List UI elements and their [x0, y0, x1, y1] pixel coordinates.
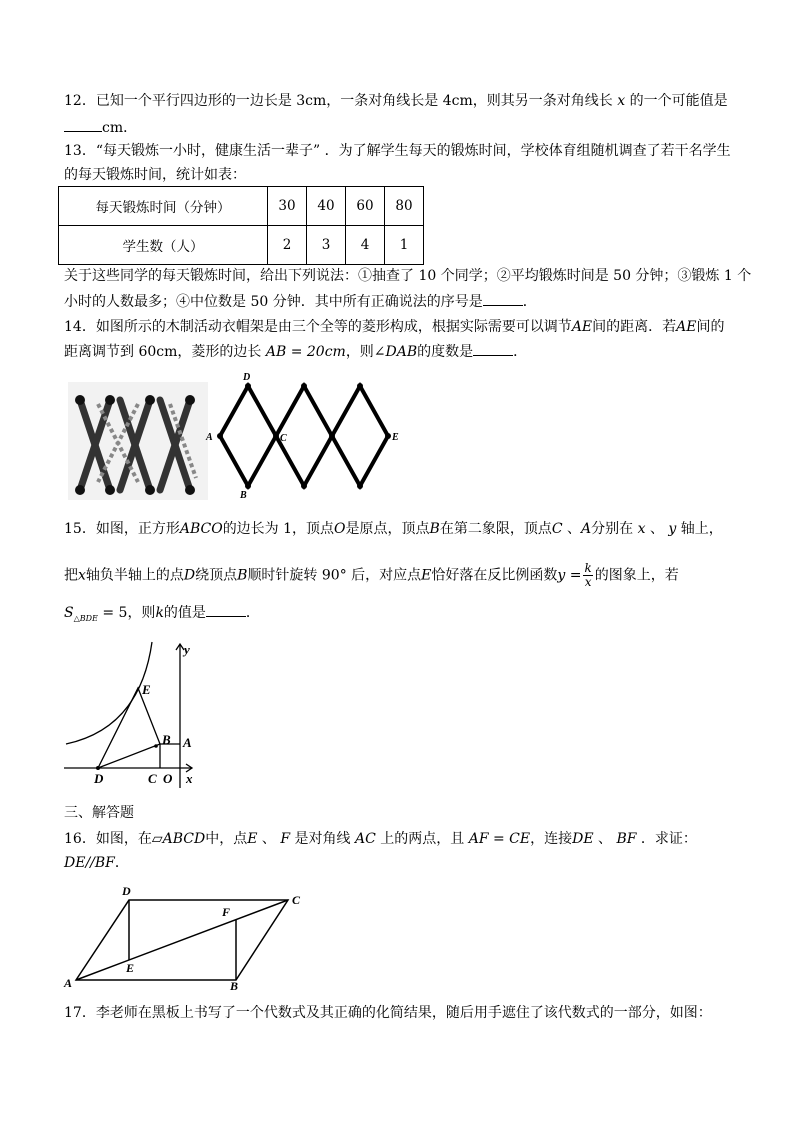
table-cell: 80 [385, 187, 424, 226]
label-D: D [94, 771, 104, 786]
q14-answer-blank[interactable] [473, 355, 513, 356]
q14-line1: 14．如图所示的木制活动衣帽架是由三个全等的菱形构成，根据实际需要可以调节AE间的距离．若AE间的 [64, 319, 725, 335]
q12-line1: 12．已知一个平行四边形的一边长是 3cm，一条对角线长是 4cm，则其另一条对角线长 x 的一个可能值是 [64, 93, 728, 109]
table-cell: 30 [268, 187, 307, 226]
label-A: A [183, 735, 192, 750]
label-y: y [184, 642, 190, 657]
q13-line2: 的每天锻炼时间，统计如表： [64, 167, 246, 183]
label-O: O [163, 771, 173, 786]
k-over-x-fraction: $\frac{k}{x}$ [584, 561, 592, 589]
label-E: E [392, 432, 399, 443]
table-cell: 2 [268, 226, 307, 265]
q12-line2: cm． [64, 119, 744, 137]
q15-line3: $S_{\triangle BDE} = 5$，则k的值是 ． [64, 605, 260, 623]
exercise-time-table [58, 186, 424, 265]
table-cell: 40 [307, 187, 346, 226]
label-D: D [243, 372, 251, 383]
label-A: A [206, 432, 213, 443]
label-C: C [280, 433, 287, 444]
q15-line1: 15．如图，正方形ABCO的边长为 1，顶点O是原点，顶点B在第二象限，顶点C 、A分别在 x 、 y 轴上， [64, 521, 723, 537]
table-cell: 1 [385, 226, 424, 265]
q17-line1: 17．李老师在黑板上书写了一个代数式及其正确的化简结果，随后用手遮住了该代数式的一部分，如图： [64, 1005, 712, 1021]
label-A: A [64, 976, 73, 990]
label-B: B [240, 490, 247, 500]
q12-answer-blank[interactable] [64, 131, 102, 132]
parallelogram-diagram [62, 884, 312, 990]
q15-answer-blank[interactable] [206, 616, 246, 617]
label-D: D [122, 884, 131, 898]
rhombus-diagram [200, 370, 405, 500]
label-C: C [148, 771, 157, 786]
coat-rack-photo [68, 382, 208, 500]
table-row [59, 226, 424, 265]
table-row [59, 187, 424, 226]
label-B: B [230, 979, 239, 990]
table-cell: 4 [346, 226, 385, 265]
q16-line1: 16．如图，在▱ABCD中，点E 、 F 是对角线 AC 上的两点，且 AF = CE，连接DE 、 BF ．求证： [64, 831, 697, 847]
q13-line4: 小时的人数最多；④中位数是 50 分钟．其中所有正确说法的序号是 ． [64, 294, 537, 310]
label-E: E [126, 961, 135, 975]
section-heading: 三、解答题 [64, 805, 134, 821]
q13-line1: 13．“每天锻炼一小时，健康生活一辈子” ．为了解学生每天的锻炼时间，学校体育组随机调查了若干名学生 [64, 143, 731, 159]
q16-line2: DE//BF． [64, 855, 129, 871]
label-B: B [162, 732, 171, 747]
q13-answer-blank[interactable] [483, 305, 523, 306]
inverse-function-diagram [62, 640, 212, 790]
table-cell: 3 [307, 226, 346, 265]
label-x: x [186, 771, 193, 786]
q15-line2: 把x轴负半轴上的点D绕顶点B顺时针旋转 90° 后，对应点E恰好落在反比例函数y = $\frac{k}{x}$ 的图象上，若 [64, 561, 679, 589]
label-F: F [222, 905, 231, 919]
table-header-students: 学生数（人） [59, 226, 268, 265]
q13-line3: 关于这些同学的每天锻炼时间，给出下列说法：①抽查了 10 个同学；②平均锻炼时间是 50 分钟；③锻炼 1 个 [64, 268, 752, 284]
table-cell: 60 [346, 187, 385, 226]
table-header-time: 每天锻炼时间（分钟） [59, 187, 268, 226]
label-E: E [142, 682, 151, 697]
q14-line2: 距离调节到 60cm，菱形的边长 AB = 20cm，则∠DAB的度数是 ． [64, 344, 528, 360]
label-C: C [292, 893, 301, 907]
